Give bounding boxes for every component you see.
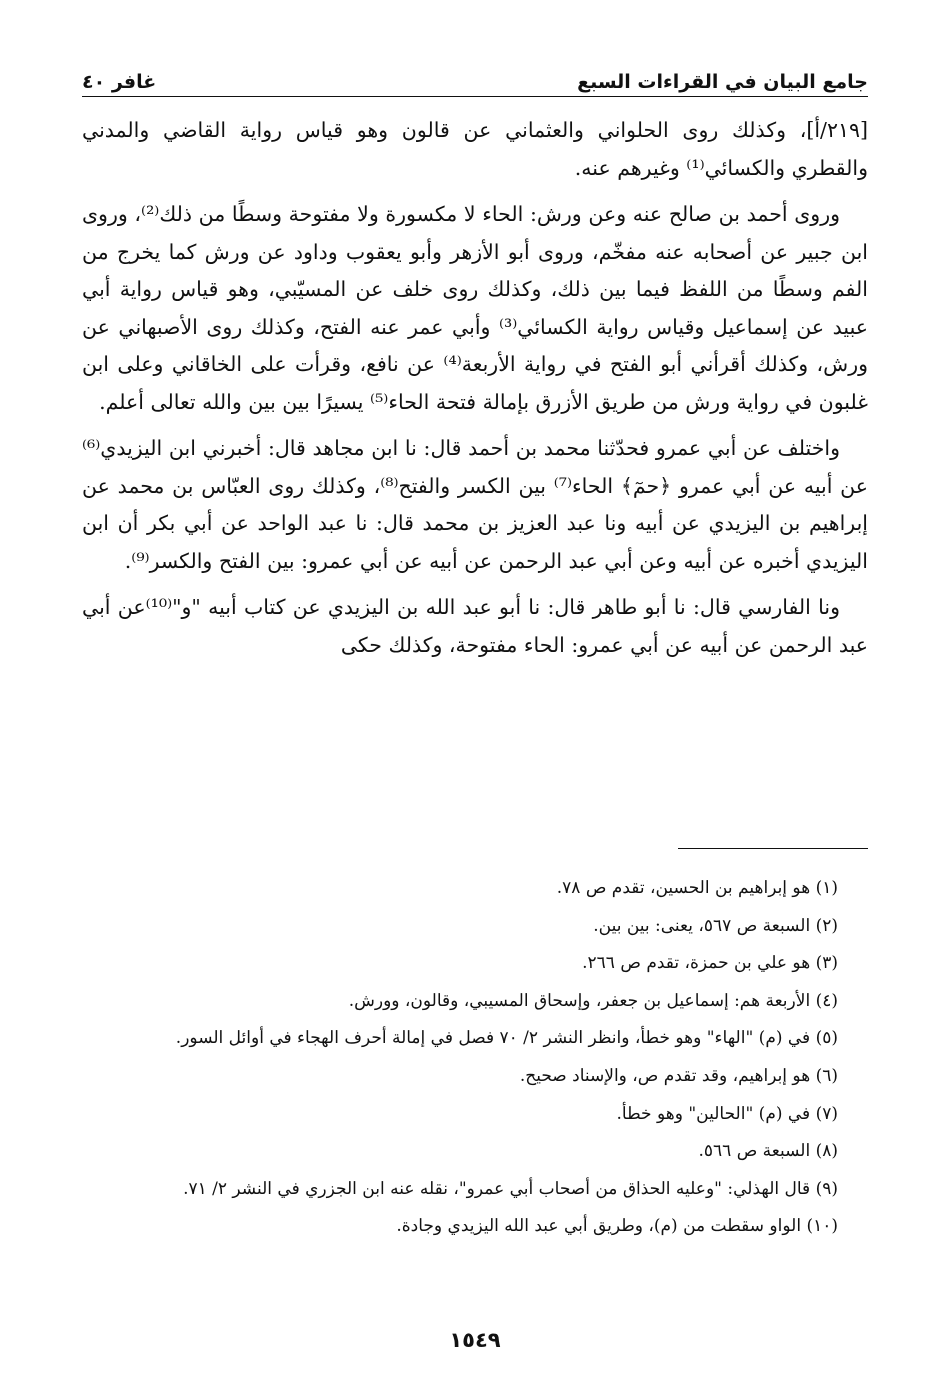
main-text [82,112,868,673]
footnote: (٩) قال الهذلي: "وعليه الحذاق من أصحاب أبي عمرو"، نقله عنه ابن الجزري في النشر ٢/ ٧١. [183,1178,838,1199]
paragraph: ونا الفارسي قال: نا أبو طاهر قال: نا أبو عبد الله بن اليزيدي عن كتاب أبيه "و"⁽¹⁰⁾عن أبي عبد الرحمن عن أبيه عن أبي عمرو: الحاء مفتوحة، وكذلك حكى [82,595,868,657]
footnote-rule [678,848,868,849]
footnotes [82,870,838,1246]
footnote: (٣) هو علي بن حمزة، تقدم ص ٢٦٦. [582,953,838,974]
footnote: (٨) السبعة ص ٥٦٦. [698,1141,838,1162]
footnote: (٥) في (م) "الهاء" وهو خطأ، وانظر النشر ٢/ ٧٠ فصل في إمالة أحرف الهجاء في أوائل السور. [175,1028,838,1049]
paragraph: واختلف عن أبي عمرو فحدّثنا محمد بن أحمد قال: نا ابن مجاهد قال: أخبرني ابن اليزيدي⁽⁶⁾ عن أبيه عن أبي عمرو ﴿حمٓ﴾ الحاء⁽⁷⁾ بين الكسر والفتح⁽⁸⁾، وكذلك روى العبّاس بن محمد عن إبراهيم بن اليزيدي عن أبيه ونا عبد العزيز بن محمد قال: نا عبد الواحد عن أبي بكر أن ابن اليزيدي أخبره عن أبيه وعن أبي عبد الرحمن عن أبيه عن أبي عمرو: بين الفتح والكسر⁽⁹⁾. [82,436,868,573]
footnote: (٢) السبعة ص ٥٦٧، يعنى: بين بين. [593,915,838,936]
surah-label: غافر ٤٠ [82,71,157,93]
footnote: (٤) الأربعة هم: إسماعيل بن جعفر، وإسحاق المسيبي، وقالون، وورش. [348,990,838,1011]
paragraph: [٢١٩/أ]، وكذلك روى الحلواني والعثماني عن قالون وهو قياس رواية القاضي والمدني والقطري والكسائي⁽¹⁾ وغيرهم عنه. [82,118,868,180]
footnote: (١٠) الواو سقطت من (م)، وطريق أبي عبد الله اليزيدي وجادة. [396,1216,838,1237]
footnote: (٧) في (م) "الحالين" وهو خطأ. [616,1103,838,1124]
page-number: ١٥٤٩ [449,1328,501,1352]
footnote: (٦) هو إبراهيم، وقد تقدم ص، والإسناد صحيح. [519,1065,838,1086]
footnote: (١) هو إبراهيم بن الحسين، تقدم ص ٧٨. [556,878,838,898]
paragraph: وروى أحمد بن صالح عنه وعن ورش: الحاء لا مكسورة ولا مفتوحة وسطًا من ذلك⁽²⁾، وروى ابن جبير عن أصحابه عنه مفخّم، وروى أبو الأزهر وأبو يعقوب وداود عن ورش كما يخرج من الفم وسطًا من اللفظ فيما بين ذلك، وكذلك روى خلف عن المسيّبي، وهو قياس رواية أبي عبيد عن إسماعيل وقياس رواية الكسائي⁽³⁾ وأبي عمر عنه الفتح، وكذلك روى الأصبهاني عن ورش، وكذلك أقرأني أبو الفتح في رواية الأربعة⁽⁴⁾ عن نافع، وقرأت على الخاقاني وعلى ابن غلبون في رواية ورش من طريق الأزرق بإمالة فتحة الحاء⁽⁵⁾ يسيرًا بين بين والله تعالى أعلم. [82,202,869,414]
book-title: جامع البيان في القراءات السبع [577,71,868,93]
running-head [82,56,868,92]
header-rule [82,96,868,97]
